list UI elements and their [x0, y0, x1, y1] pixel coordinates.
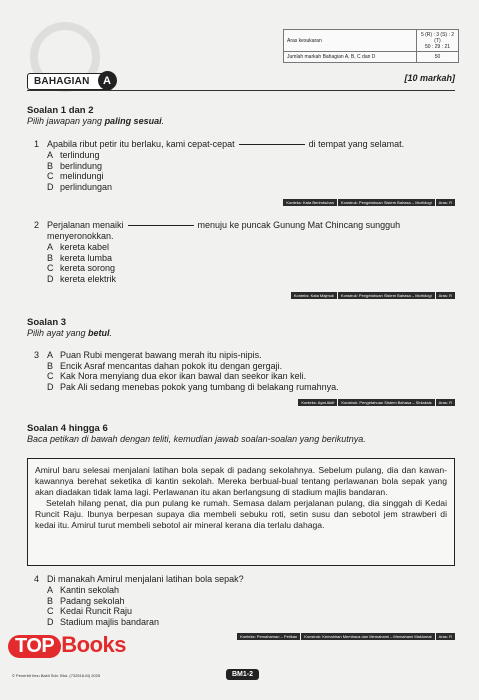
block2-heading: Soalan 3 [27, 317, 67, 328]
options-list [47, 150, 454, 192]
logo-books: Books [61, 632, 127, 657]
copyright-notice: © Penerbit Ilmu Bakti Sdn. Bhd. (732516-M) 2025 [12, 673, 101, 678]
option-c[interactable]: C kereta sorong [47, 263, 116, 273]
tag-construct: Konstruk: Pengetahuan Sistem Bahasa – Sintaksis [338, 399, 434, 406]
section-header [27, 73, 113, 90]
block2-instruction: Pilih ayat yang betul. [27, 328, 113, 338]
logo-top: TOP [8, 635, 61, 658]
passage-paragraph-2: Setelah hilang penat, dia pun pulang ke rumah. Semasa dalam perjalanan pulang, dia singgah di Kedai Runcit Raju. Ibunya berpesan supaya dia membeli sebuku roti, setin susu dan sebotol jem strawberi di kedai itu. Amirul turut membeli sebotol air mineral kerana dia terlalu dahaga. [35, 497, 447, 530]
difficulty-ratio: 5 (R) : 3 (S) : 2 (T) [420, 31, 455, 44]
option-c[interactable]: C Kedai Runcit Raju [47, 606, 133, 616]
option-a[interactable]: A terlindung [47, 150, 100, 160]
block3-heading: Soalan 4 hingga 6 [27, 423, 108, 434]
question-number: 4 [34, 574, 40, 584]
tag-level: Aras: R [436, 292, 455, 299]
block3-instruction: Baca petikan di bawah dengan teliti, kemudian jawab soalan-soalan yang berikutnya. [27, 434, 366, 444]
option-c[interactable]: C Kak Nora menyiang dua ekor ikan bawal dan seekor ikan keli. [47, 371, 307, 381]
section-letter: A [98, 71, 117, 90]
question-4-tags [236, 633, 455, 640]
option-d[interactable]: D kereta elektrik [47, 273, 117, 284]
tag-level: Aras: R [436, 199, 455, 206]
total-label: Jumlah markah Bahagian A, B, C dan D [284, 52, 417, 63]
option-a[interactable]: A Puan Rubi mengerat bawang merah itu nipis-nipis. [47, 350, 262, 360]
block1-instruction: Pilih jawapan yang paling sesuai. [27, 116, 165, 126]
difficulty-marks: 50 : 29 : 21 [424, 43, 451, 50]
question-number: 1 [34, 139, 40, 149]
question-number: 2 [34, 220, 40, 230]
question-4 [34, 574, 454, 627]
option-b[interactable]: B Padang sekolah [47, 595, 125, 606]
option-b[interactable]: B kereta lumba [47, 252, 113, 263]
option-d[interactable]: D perlindungan [47, 181, 113, 192]
options-list [47, 585, 454, 627]
score-table [283, 29, 459, 63]
answer-blank [128, 225, 194, 226]
options-list [47, 350, 454, 392]
option-b[interactable]: B berlindung [47, 160, 103, 171]
topbooks-logo [8, 632, 126, 658]
answer-blank [239, 144, 305, 145]
block1-heading: Soalan 1 dan 2 [27, 105, 94, 116]
question-stem: Apabila ribut petir itu berlaku, kami cepat-cepat di tempat yang selamat. [47, 139, 405, 149]
option-c[interactable]: C melindungi [47, 171, 104, 181]
option-b[interactable]: B Encik Asraf mencantas dahan pokok itu dengan gergaji. [47, 360, 283, 371]
passage-paragraph-1: Amirul baru selesai menjalani latihan bola sepak di padang sekolahnya. Sebelum pulang, dia dan kawan-kawannya berehat seketika di kantin sekolah. Mereka berbual-bual tentang perlawanan bola sepak yang akan diadakan tidak lama lagi. Perlawanan itu akan berlangsung di stadium majlis bandaran. [35, 465, 447, 497]
question-2 [34, 220, 454, 284]
reading-passage [27, 458, 455, 566]
tag-context: Konteks: Pemahaman – Petikan [237, 633, 300, 640]
tag-level: Aras: R [436, 633, 455, 640]
tag-context: Konteks: Kata Majmuk [291, 292, 337, 299]
question-1-tags [282, 199, 455, 206]
question-stem: Perjalanan menaiki menuju ke puncak Gunung Mat Chincang sungguh menyeronokkan. [47, 220, 401, 241]
page-number: BM1-2 [226, 669, 259, 680]
tag-construct: Konstruk: Kemahiran Membaca dan Memahami – Memahami Maklumat [301, 633, 434, 640]
option-a[interactable]: A Kantin sekolah [47, 585, 120, 595]
question-stem: Di manakah Amirul menjalani latihan bola sepak? [47, 574, 244, 584]
total-value: 50 [417, 52, 459, 63]
question-2-tags [290, 292, 455, 299]
question-number: 3 [34, 350, 40, 360]
tag-level: Aras: R [436, 399, 455, 406]
difficulty-label: Aras kesukaran [284, 30, 417, 52]
score-row-difficulty [284, 30, 459, 52]
score-row-total [284, 52, 459, 63]
option-d[interactable]: D Stadium majlis bandaran [47, 616, 160, 627]
tag-context: Konteks: Ayat Aktif [298, 399, 337, 406]
section-label: BAHAGIAN [27, 73, 113, 90]
options-list [47, 242, 454, 284]
tag-context: Konteks: Kata Berimbuhan [283, 199, 337, 206]
question-3 [34, 350, 454, 392]
tag-construct: Konstruk: Pengetahuan Sistem Bahasa – Morfologi [338, 292, 435, 299]
option-a[interactable]: A kereta kabel [47, 242, 110, 252]
section-marks: [10 markah] [404, 73, 455, 83]
option-d[interactable]: D Pak Ali sedang menebas pokok yang tumbang di belakang rumahnya. [47, 381, 339, 392]
section-divider [27, 90, 455, 91]
tag-construct: Konstruk: Pengetahuan Sistem Bahasa – Morfologi [338, 199, 435, 206]
question-1 [34, 139, 454, 192]
question-3-tags [297, 399, 455, 406]
